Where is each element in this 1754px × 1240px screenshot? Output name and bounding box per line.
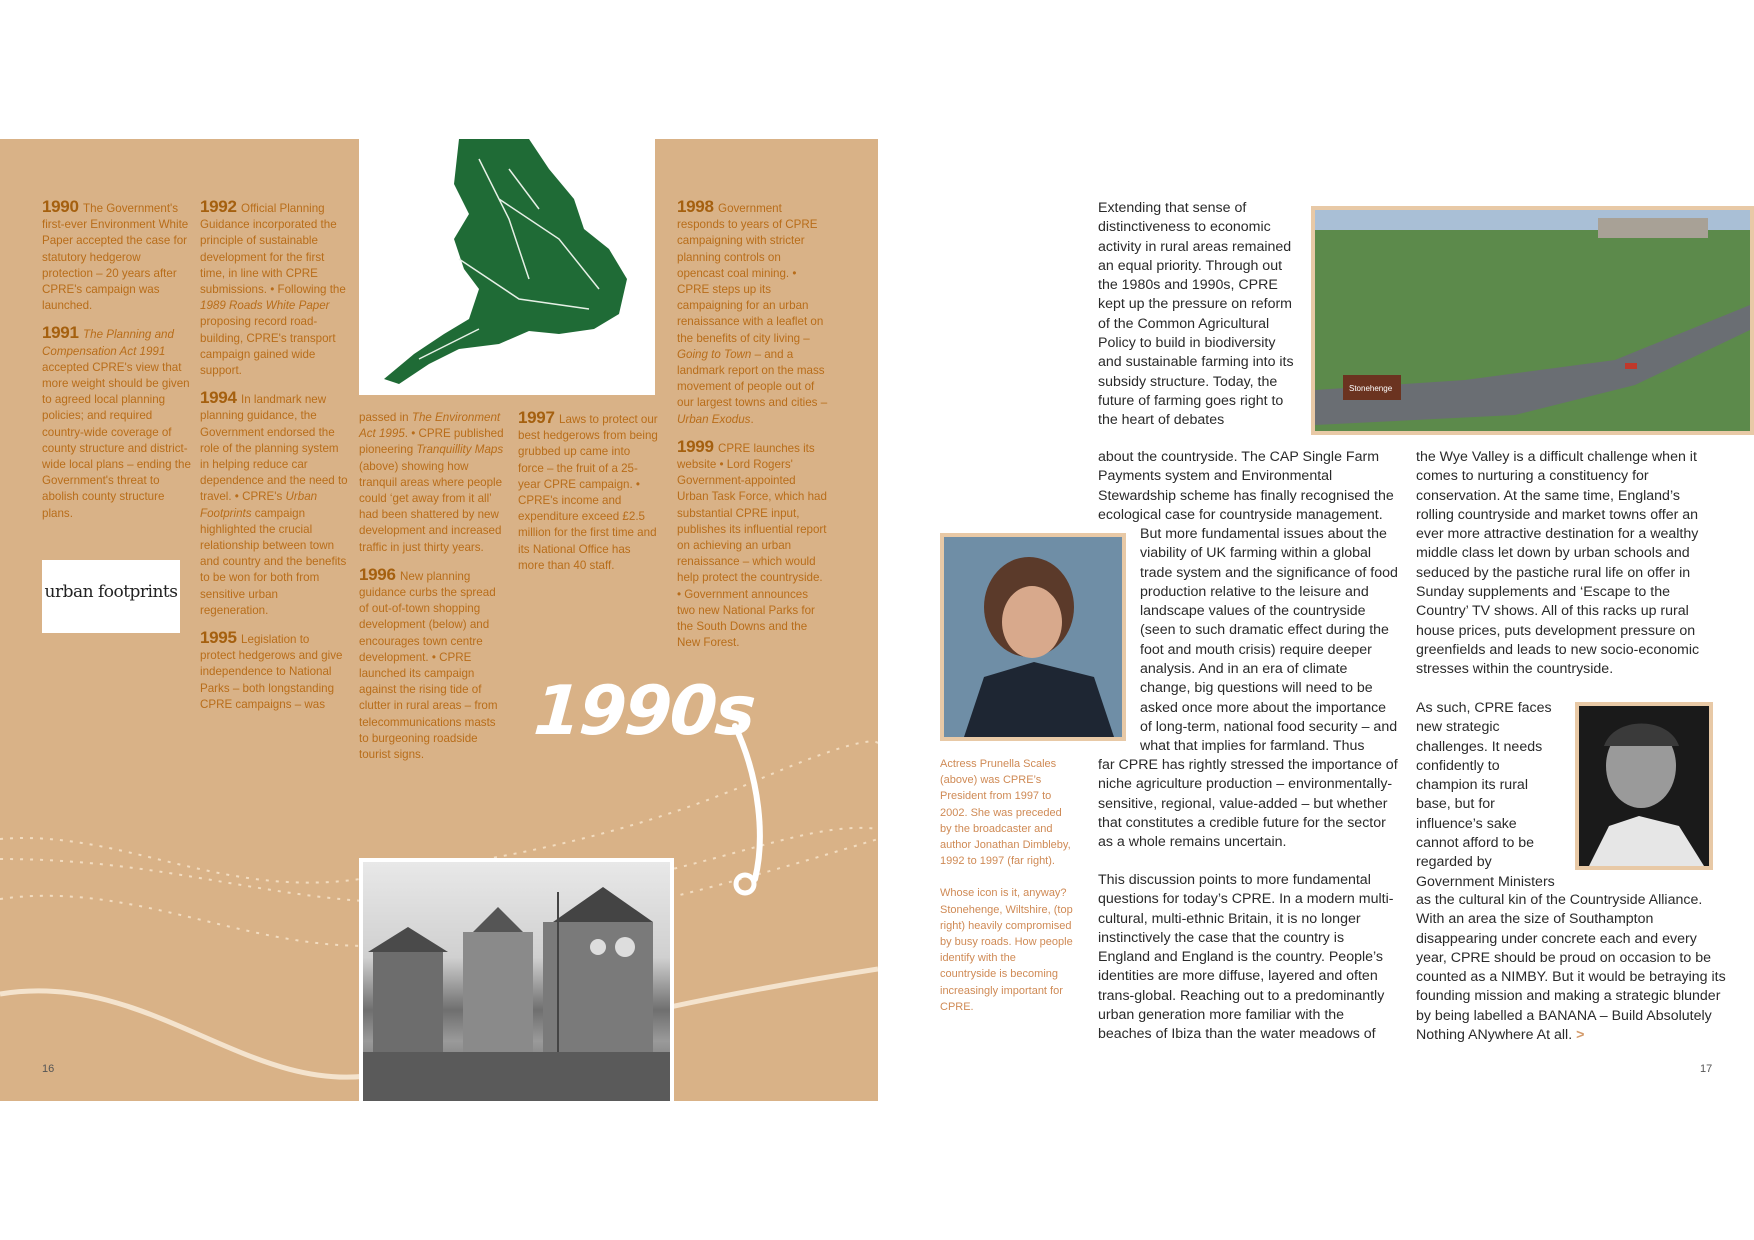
wye-valley-paragraph: the Wye Valley is a difficult challenge when it comes to nurturing a constituency for conservation. At the same time, England’s rolling countryside and market towns offer an ever more attractive destination for a wealthy middle class let down by urban schools and seduced by the pastiche rural life on offer in Sunday supplements and ‘Escape to the Country’ TV shows. All of this racks up rural house prices, puts development pressure on greenfields and leads to new socio-economic stresses within the countryside.: [1416, 449, 1700, 678]
decade-title: 1990s: [531, 672, 757, 751]
page-number-right: 17: [1700, 1063, 1713, 1075]
as-such-paragraph: As such, CPRE faces new strategic challenges. It needs confidently to champion its rural base, but for influence’s sake cannot afford to be regarded by Government Ministers: [1416, 700, 1555, 890]
timeline-year: 1996: [359, 564, 401, 584]
timeline-entry: [42, 325, 192, 521]
as-such-paragraph-continued: as the cultural kin of the Countryside Alliance. With an area the size of Southampton disappearing under concrete each and every year, CPRE should be proud on occasion to be counted as a NIMBY. But it would be betraying its founding mission and making a strategic blunder by being labelled a BANANA – Build Absolutely Nothing ANywhere At all. >: [1416, 892, 1726, 1044]
timeline-text: New planning guidance curbs the spread of out-of-town shopping development (below) and encourages town centre development. • CPRE launched its campaign against the rising tide of clutter in rural areas – from telecommunications masts to burgeoning roadside tourist signs.: [359, 569, 498, 762]
timeline-title-italic: Going to Town: [677, 347, 752, 361]
continue-arrow-icon: >: [1576, 1027, 1585, 1044]
timeline-text: .: [750, 412, 754, 426]
farming-paragraph-continued: far CPRE has rightly stressed the importance of niche agriculture production – environmentally-sensitive, regional, value-added – but whether that constitutes a credible future for the sector as a whole remains uncertain.: [1098, 757, 1398, 851]
timeline-text: (above) showing how tranquil areas where people could ‘get away from it all’ had been shattered by new development and increased traffic in just thirty years.: [359, 459, 503, 554]
photo-captions: [940, 756, 1075, 1031]
timeline-year: 1998: [677, 197, 719, 216]
timeline-title-italic: Urban Exodus: [677, 412, 751, 426]
timeline-entry: [42, 199, 192, 314]
timeline-year: 1990: [42, 197, 84, 216]
timeline-text: In landmark new planning guidance, the Government endorsed the role of the planning system in helping reduce car dependence and the need to travel. • CPRE's: [200, 393, 348, 504]
timeline-title-italic: The Planning and Compensation Act 1991: [42, 328, 174, 358]
timeline-column-4: [518, 410, 658, 585]
timeline-column-2: [200, 199, 348, 724]
timeline-year: 1999: [677, 436, 719, 456]
farming-paragraph: But more fundamental issues about the viability of UK farming within a global trade system and the significance of food production relative to the leisure and landscape values of the countryside (seen to such dramatic effect during the foot and mouth crisis) require deeper analysis. And in an era of climate change, big questions will need to be asked once more about the importance of long-term, national food security – and what that implies for farmland. Thus: [1140, 526, 1398, 755]
timeline-year: 1997: [518, 408, 560, 427]
timeline-entry: [677, 436, 829, 652]
portrait-image: [1579, 706, 1709, 866]
tranquillity-map: [359, 139, 655, 395]
timeline-year: 1992: [200, 197, 242, 216]
discussion-paragraph: This discussion points to more fundamental questions for today’s CPRE. In a modern multi-cultural, multi-ethnic Britain, it is no longer instinctively the case that the country is England and England is the country. People’s identities are more diffuse, layered and often trans-global. Reaching out to a predominantly urban generation more familiar with the beaches of Ibiza than the water meadows of: [1098, 872, 1394, 1043]
timeline-column-1: [42, 199, 192, 533]
timeline-title-italic: The Environment Act 1995: [359, 411, 501, 441]
intro-paragraph-continued: about the countryside. The CAP Single Farm Payments system and Environmental Stewardship scheme has finally recognised the ecological case for countryside management.: [1098, 449, 1394, 523]
timeline-text: . • CPRE published pioneering: [359, 427, 504, 457]
timeline-text: The Government's first-ever Environment White Paper accepted the case for statutory hedgerow protection – 20 years after CPRE's campaign was launched.: [42, 202, 189, 313]
timeline-entry: [518, 410, 658, 574]
timeline-title-italic: 1989 Roads White Paper: [200, 299, 330, 313]
timeline-text: Legislation to protect hedgerows and give independence to National Parks – both longstanding CPRE campaigns – was: [200, 633, 343, 711]
timeline-year: 1995: [200, 628, 242, 648]
timeline-text: campaign highlighted the crucial relationship between town and country and the benefits to be won for both from sensitive urban regeneration.: [200, 506, 347, 617]
timeline-entry: [200, 390, 348, 619]
caption-presidents: Actress Prunella Scales (above) was CPRE’s President from 1997 to 2002. She was preceded by the broadcaster and author Jonathan Dimbleby, 1992 to 1997 (far right).: [940, 758, 1071, 868]
caption-stonehenge: Whose icon is it, anyway? Stonehenge, Wiltshire, (top right) heavily compromised by busy roads. How people identify with the countryside is becoming increasingly important for CPRE.: [940, 887, 1073, 1013]
timeline-entry: [359, 410, 507, 556]
timeline-column-5: [677, 199, 829, 662]
timeline-entry: [677, 199, 829, 428]
timeline-entry: [200, 199, 348, 379]
urban-footprints-logo: urban footprints: [42, 560, 180, 633]
timeline-column-3: [359, 410, 507, 774]
shopping-centre-photo: [359, 858, 674, 1101]
timeline-text: passed in: [359, 411, 412, 424]
timeline-text: CPRE launches its website • Lord Rogers' Government-appointed Urban Task Force, which had substantial CPRE input, publishes its influential report on achieving an urban renaissance – which would help protect the countryside. • Government announces two new National Parks for the South Downs and the New Forest.: [677, 441, 827, 650]
decade-hook-loop: [736, 875, 754, 893]
timeline-text: proposing record road-building, CPRE's transport campaign gained wide support.: [200, 315, 336, 378]
stonehenge-image: [1315, 210, 1750, 431]
stonehenge-photo: [1311, 206, 1754, 435]
timeline-title-italic: Urban Footprints: [200, 490, 318, 520]
timeline-text: Laws to protect our best hedgerows from being grubbed up came into force – the fruit of a 25-year CPRE campaign. • CPRE's income and expenditure exceed £2.5 million for the first time and its National Office has more than 40 staff.: [518, 413, 658, 572]
england-map-icon: [359, 139, 655, 395]
timeline-year: 1994: [200, 388, 242, 408]
intro-paragraph: Extending that sense of distinctiveness to economic activity in rural areas remained an equal priority. Through out the 1980s and 1990s, CPRE kept up the pressure on reform of the Common Agricultural Policy to build in biodiversity and sustainable farming into its subsidy structure. Today, the future of farming goes right to the heart of debates: [1098, 200, 1294, 429]
timeline-entry: [200, 630, 348, 713]
page-number-left: 16: [42, 1063, 55, 1075]
jonathan-dimbleby-photo: [1575, 702, 1713, 870]
stonehenge-sign-text: Stonehenge: [1349, 384, 1393, 393]
timeline-title-italic: Tranquillity Maps: [416, 443, 504, 457]
timeline-text: – and a landmark report on the mass movement of people out of our largest towns and cities –: [677, 347, 828, 410]
shopping-centre-image: [363, 862, 670, 1101]
timeline-text: Government responds to years of CPRE campaigning with stricter planning controls on opencast coal mining. • CPRE steps up its campaigning for an urban renaissance with a leaflet on the benefits of city living –: [677, 202, 824, 345]
prunella-scales-photo: [940, 533, 1126, 741]
timeline-text: Official Planning Guidance incorporated the principle of sustainable development for the first time, in line with CPRE submissions. • Following the: [200, 202, 346, 297]
timeline-text: accepted CPRE's view that more weight should be given to agreed local planning policies; and required country-wide coverage of county structure and district-wide local plans – ending the Government's threat to abolish county structure plans.: [42, 360, 191, 520]
timeline-entry: [359, 564, 507, 763]
portrait-image: [944, 537, 1122, 737]
timeline-year: 1991: [42, 323, 84, 343]
